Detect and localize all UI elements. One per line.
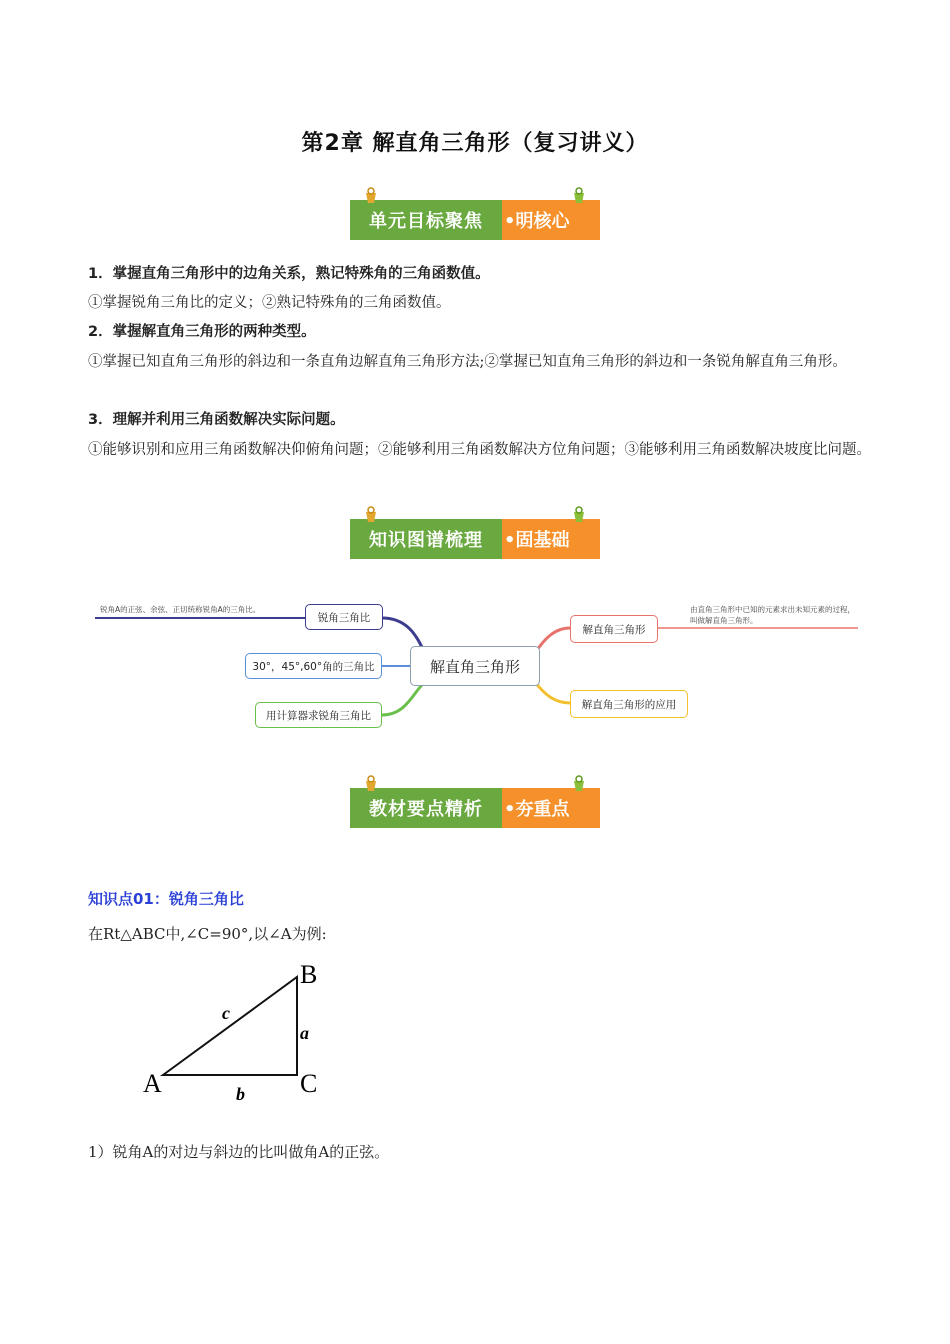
section-intro: 在Rt△ABC中,∠C=90°,以∠A为例: [88,925,327,943]
side-label-c: c [222,1003,230,1023]
goal-detail: ①掌握锐角三角比的定义；②熟记特殊角的三角函数值。 [88,295,451,311]
mindmap-note: 由直角三角形中已知的元素求出未知元素的过程，叫做解直角三角形。 [690,605,855,625]
page-title: 第2章 解直角三角形（复习讲义） [301,131,649,156]
binder-clip-icon [572,775,586,793]
banner-right-text: •固基础 [502,519,600,559]
knowledge-point-heading: 知识点01：锐角三角比 [88,890,244,908]
right-triangle-figure [130,955,370,1115]
section-banner-map [350,519,600,559]
vertex-label-c: C [300,1069,318,1098]
goal-heading: 1．掌握直角三角形中的边角关系，熟记特殊角的三角函数值。 [88,266,490,282]
mindmap-node: 用计算器求锐角三角比 [255,702,382,728]
vertex-label-b: B [300,960,318,989]
binder-clip-icon [572,187,586,205]
binder-clip-icon [572,506,586,524]
vertex-label-a: A [143,1069,162,1098]
binder-clip-icon [364,775,378,793]
goal-detail: ①掌握已知直角三角形的斜边和一条直角边解直角三角形方法;②掌握已知直角三角形的斜边和一条锐角解直角三角形。 [88,354,847,370]
mindmap-note: 锐角A的正弦、余弦、正切统称锐角A的三角比。 [100,605,261,614]
goal-heading: 2．掌握解直角三角形的两种类型。 [88,324,316,340]
banner-right-text: •夯重点 [502,788,600,828]
banner-left-text: 教材要点精析 [350,788,502,828]
goal-heading: 3．理解并利用三角函数解决实际问题。 [88,412,345,428]
binder-clip-icon [364,187,378,205]
section-banner-key-points [350,788,600,828]
side-label-a: a [300,1023,309,1043]
section-banner-goals [350,200,600,240]
definition-item: 1）锐角A的对边与斜边的比叫做角A的正弦。 [88,1143,390,1161]
banner-right-text: •明核心 [502,200,600,240]
mindmap-center-node: 解直角三角形 [410,646,540,686]
mindmap-node: 锐角三角比 [305,604,383,630]
banner-left-text: 知识图谱梳理 [350,519,502,559]
side-label-b: b [236,1084,245,1104]
mindmap-node: 30°，45°,60°角的三角比 [245,653,382,679]
goal-detail: ①能够识别和应用三角函数解决仰俯角问题；②能够利用三角函数解决方位角问题；③能够利用三角函数解决坡度比问题。 [88,442,871,458]
binder-clip-icon [364,506,378,524]
mindmap-node: 解直角三角形 [570,615,658,643]
mindmap-node: 解直角三角形的应用 [570,690,688,718]
banner-left-text: 单元目标聚焦 [350,200,502,240]
